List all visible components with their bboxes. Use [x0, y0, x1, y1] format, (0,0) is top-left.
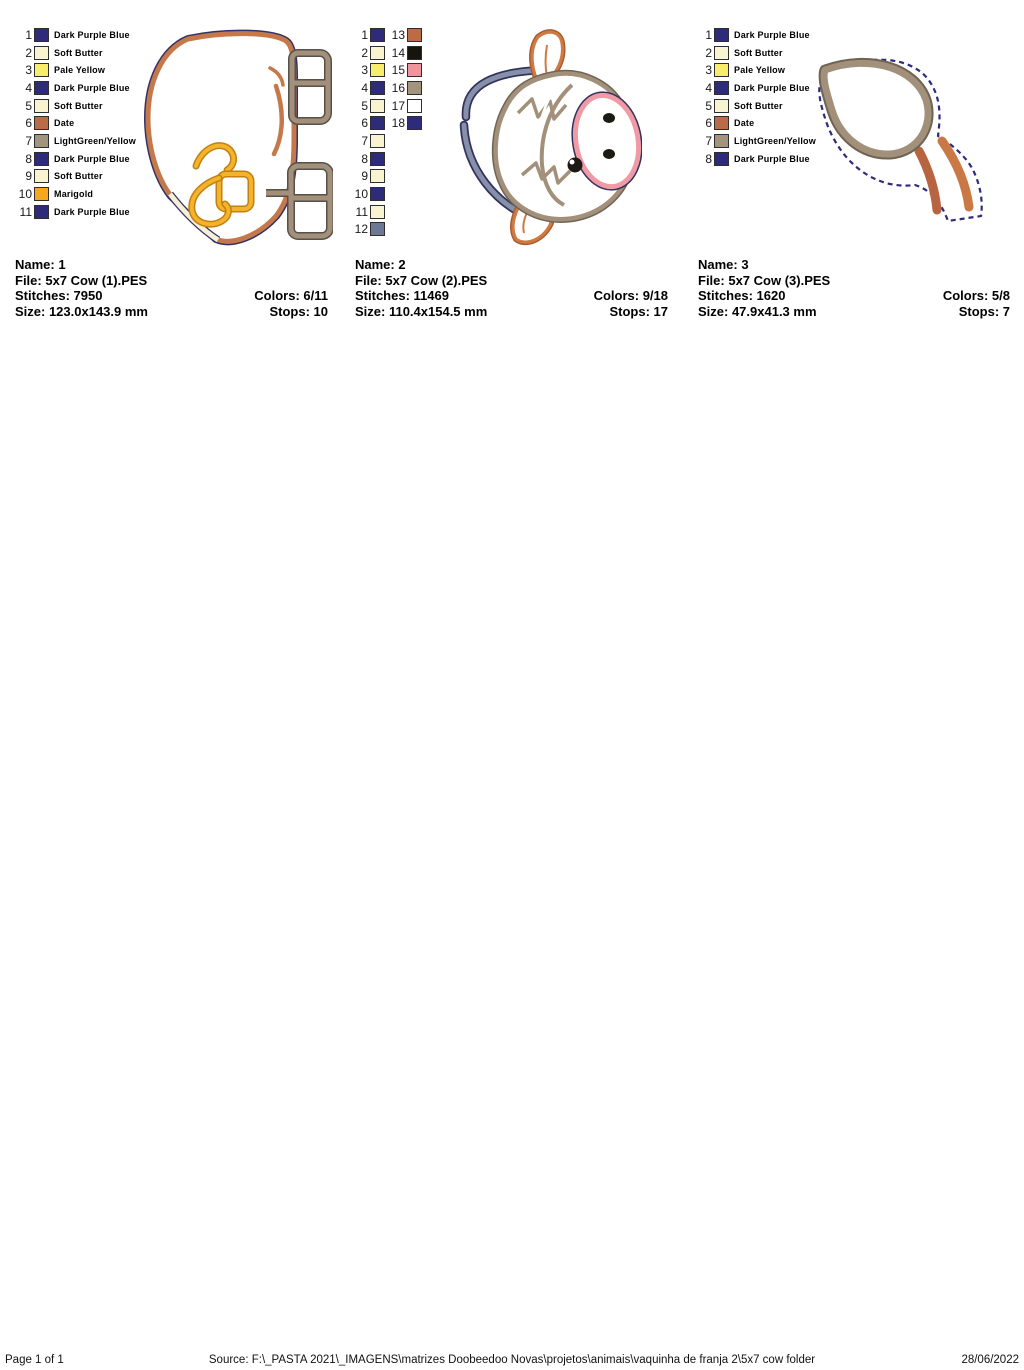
design-file: File: 5x7 Cow (3).PES	[698, 272, 831, 288]
thread-row	[352, 150, 385, 168]
thread-color-swatch	[34, 134, 49, 148]
thread-color-name: Dark Purple Blue	[734, 82, 810, 93]
thread-color-swatch	[370, 99, 385, 113]
thread-number: 18	[391, 116, 405, 131]
thread-color-name: Dark Purple Blue	[734, 29, 810, 40]
thread-color-swatch	[370, 187, 385, 201]
thread-number: 7	[361, 133, 368, 148]
thread-color-swatch	[370, 169, 385, 183]
thread-row	[352, 97, 385, 115]
thread-row	[352, 26, 385, 44]
design-name: Name: 2	[355, 257, 406, 272]
thread-color-name: Soft Butter	[54, 171, 103, 182]
thread-color-swatch	[34, 81, 49, 95]
thread-row	[696, 97, 816, 115]
design-size: Size: 47.9x41.3 mm	[698, 303, 817, 319]
thread-color-name: Dark Purple Blue	[734, 153, 810, 164]
thread-row	[16, 185, 136, 203]
thread-number: 4	[705, 80, 712, 95]
thread-row	[696, 150, 816, 168]
thread-number: 1	[25, 27, 32, 42]
thread-number: 2	[705, 45, 712, 60]
thread-number: 11	[355, 204, 368, 219]
thread-row	[389, 61, 422, 79]
thread-row	[16, 79, 136, 97]
thread-number: 5	[25, 98, 32, 113]
thread-color-swatch	[34, 187, 49, 201]
thread-color-swatch	[370, 63, 385, 77]
thread-number: 1	[705, 27, 712, 42]
design-stitches: Stitches: 11469	[355, 288, 449, 304]
design-3-preview	[800, 48, 1015, 230]
thread-color-name: LightGreen/Yellow	[734, 135, 816, 146]
thread-color-swatch	[370, 134, 385, 148]
thread-number: 11	[19, 204, 32, 219]
footer-page-number: Page 1 of 1	[5, 1354, 64, 1366]
thread-number: 2	[25, 45, 32, 60]
thread-color-swatch	[407, 99, 422, 113]
thread-number: 8	[25, 151, 32, 166]
thread-number: 2	[361, 45, 368, 60]
thread-color-name: Date	[734, 118, 755, 129]
thread-color-name: Soft Butter	[54, 47, 103, 58]
thread-color-name: Dark Purple Blue	[54, 153, 130, 164]
cow-eye	[568, 158, 583, 173]
thread-row	[696, 79, 816, 97]
thread-color-swatch	[714, 134, 729, 148]
thread-color-swatch	[370, 205, 385, 219]
thread-color-name: Soft Butter	[54, 100, 103, 111]
thread-row	[16, 114, 136, 132]
thread-color-swatch	[407, 81, 422, 95]
thread-row	[352, 114, 385, 132]
thread-color-name: LightGreen/Yellow	[54, 135, 136, 146]
thread-row	[352, 185, 385, 203]
thread-color-swatch	[34, 99, 49, 113]
thread-color-swatch	[714, 116, 729, 130]
thread-row	[16, 26, 136, 44]
thread-row	[16, 97, 136, 115]
thread-color-name: Pale Yellow	[734, 65, 786, 76]
thread-color-swatch	[407, 116, 422, 130]
thread-row	[16, 44, 136, 62]
thread-number: 9	[25, 169, 32, 184]
thread-color-swatch	[714, 63, 729, 77]
thread-row	[389, 26, 422, 44]
design-stitches: Stitches: 1620	[698, 288, 786, 304]
thread-color-name: Dark Purple Blue	[54, 206, 130, 217]
thread-number: 9	[361, 169, 368, 184]
thread-color-swatch	[34, 116, 49, 130]
thread-color-swatch	[370, 116, 385, 130]
thread-row	[16, 150, 136, 168]
thread-number: 7	[705, 133, 712, 148]
design-stitches: Stitches: 7950	[15, 288, 103, 304]
design-size: Size: 123.0x143.9 mm	[15, 303, 148, 319]
thread-row	[696, 26, 816, 44]
thread-color-name: Dark Purple Blue	[54, 82, 130, 93]
page-footer	[0, 1351, 1024, 1366]
thread-color-name: Date	[54, 118, 75, 129]
thread-color-name: Pale Yellow	[54, 65, 106, 76]
thread-number: 7	[25, 133, 32, 148]
design-stops: Stops: 7	[958, 303, 1010, 319]
thread-row	[352, 132, 385, 150]
thread-color-swatch	[34, 63, 49, 77]
thread-row	[696, 132, 816, 150]
design-1-thread-list	[16, 26, 136, 221]
thread-row	[389, 114, 422, 132]
thread-row	[352, 79, 385, 97]
thread-color-swatch	[714, 152, 729, 166]
thread-row	[352, 221, 385, 239]
design-size: Size: 110.4x154.5 mm	[355, 303, 488, 319]
thread-color-swatch	[34, 152, 49, 166]
thread-row	[16, 168, 136, 186]
design-2-preview	[452, 27, 642, 253]
thread-number: 16	[391, 80, 405, 95]
design-colors: Colors: 6/11	[254, 288, 328, 304]
thread-row	[16, 61, 136, 79]
thread-color-name: Soft Butter	[734, 47, 783, 58]
thread-number: 15	[391, 63, 405, 78]
thread-number: 4	[25, 80, 32, 95]
thread-number: 8	[705, 151, 712, 166]
thread-number: 3	[705, 63, 712, 78]
footer-date: 28/06/2022	[961, 1354, 1019, 1366]
thread-row	[696, 114, 816, 132]
thread-number: 6	[361, 116, 368, 131]
thread-number: 5	[705, 98, 712, 113]
thread-row	[16, 203, 136, 221]
thread-number: 14	[391, 45, 405, 60]
thread-number: 12	[354, 222, 368, 237]
thread-row	[696, 44, 816, 62]
design-colors: Colors: 9/18	[593, 288, 668, 304]
thread-number: 10	[354, 187, 368, 202]
thread-row	[352, 203, 385, 221]
thread-color-name: Soft Butter	[734, 100, 783, 111]
design-stops: Stops: 17	[609, 303, 668, 319]
design-2-info	[355, 257, 668, 319]
thread-color-swatch	[714, 28, 729, 42]
thread-row	[352, 44, 385, 62]
thread-color-swatch	[370, 28, 385, 42]
thread-number: 17	[391, 98, 405, 113]
thread-color-swatch	[714, 99, 729, 113]
thread-number: 10	[18, 187, 32, 202]
cow-nostril-bottom	[603, 149, 615, 159]
thread-color-swatch	[370, 81, 385, 95]
design-3-thread-list	[696, 26, 816, 168]
thread-row	[352, 61, 385, 79]
thread-row	[389, 97, 422, 115]
thread-number: 5	[361, 98, 368, 113]
design-1-preview	[126, 26, 333, 250]
design-1-info	[15, 257, 328, 319]
design-2-thread-list	[352, 26, 422, 238]
thread-color-swatch	[407, 28, 422, 42]
thread-number: 6	[25, 116, 32, 131]
thread-color-swatch	[714, 81, 729, 95]
thread-number: 3	[25, 63, 32, 78]
thread-color-swatch	[407, 63, 422, 77]
thread-number: 1	[361, 27, 368, 42]
footer-source-path: Source: F:\_PASTA 2021\_IMAGENS\matrizes Doobeedoo Novas\projetos\animais\vaquinha de franja 2\5x7 cow folder	[208, 1354, 816, 1366]
thread-row	[389, 44, 422, 62]
thread-number: 3	[361, 63, 368, 78]
design-name: Name: 1	[15, 257, 66, 272]
thread-row	[696, 61, 816, 79]
design-file: File: 5x7 Cow (2).PES	[355, 272, 488, 288]
design-name: Name: 3	[698, 257, 749, 272]
thread-number: 13	[391, 27, 405, 42]
thread-number: 4	[361, 80, 368, 95]
thread-number: 8	[361, 151, 368, 166]
thread-color-swatch	[34, 205, 49, 219]
thread-row	[16, 132, 136, 150]
thread-color-swatch	[714, 46, 729, 60]
cow-nostril-top	[603, 113, 615, 123]
design-file: File: 5x7 Cow (1).PES	[15, 272, 148, 288]
thread-color-swatch	[370, 222, 385, 236]
thread-row	[352, 168, 385, 186]
thread-number: 6	[705, 116, 712, 131]
thread-color-name: Marigold	[54, 189, 94, 200]
thread-color-swatch	[34, 28, 49, 42]
thread-color-swatch	[407, 46, 422, 60]
design-stops: Stops: 10	[269, 303, 328, 319]
design-colors: Colors: 5/8	[942, 288, 1010, 304]
thread-color-swatch	[34, 46, 49, 60]
thread-color-swatch	[370, 152, 385, 166]
thread-row	[389, 79, 422, 97]
thread-color-name: Dark Purple Blue	[54, 29, 130, 40]
design-3-info	[698, 257, 1010, 319]
thread-color-swatch	[34, 169, 49, 183]
thread-color-swatch	[370, 46, 385, 60]
